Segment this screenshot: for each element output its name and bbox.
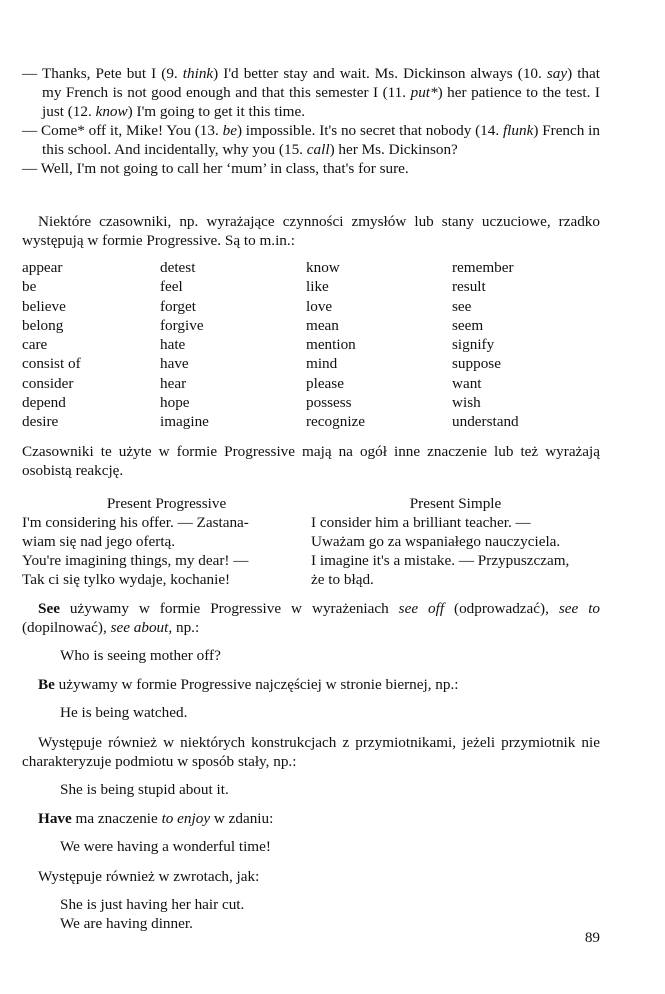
verb-item: feel [160, 278, 183, 296]
example-sentence [60, 703, 600, 723]
column-heading-progressive: Present Progressive [106, 494, 227, 512]
example-line: He is being watched. [60, 704, 188, 722]
para-text: w zdaniu: [210, 810, 274, 828]
verb-item: hear [160, 374, 187, 392]
phrases-paragraph: Występuje również w zwrotach, jak: [38, 867, 260, 885]
verb-prompt: be [222, 122, 237, 139]
example-sentence [60, 780, 600, 800]
para-text: , np.: [168, 618, 200, 636]
verb-column [306, 258, 452, 432]
verb-item: remember [452, 259, 514, 276]
column-heading-simple: Present Simple [409, 494, 502, 512]
para-text: używamy w formie Progressive najczęściej w stronie biernej, np.: [54, 676, 459, 694]
phrase: see about [110, 618, 169, 636]
verb-table [22, 258, 600, 432]
dialog-text: — Well, I'm not going to call her ‘mum’ in class, that's for sure. [22, 160, 409, 177]
have-paragraph [22, 809, 600, 828]
verb-item: recognize [306, 413, 366, 431]
dialog-text: — Thanks, Pete but I (9. [22, 65, 183, 82]
example-line: She is being stupid about it. [60, 780, 229, 798]
verb-item: like [306, 278, 329, 296]
verb-item: hate [160, 336, 186, 354]
example-progressive: wiam się nad jego ofertą. [22, 532, 176, 550]
keyword: Be [38, 676, 55, 694]
para-text: (dopilnować), [22, 618, 111, 636]
example-sentence [60, 837, 600, 857]
verb-item: depend [22, 394, 66, 412]
keyword: Have [38, 810, 72, 828]
verb-item: wish [452, 394, 481, 412]
verb-item: suppose [452, 355, 501, 373]
example-simple: Uważam go za wspaniałego nauczyciela. [311, 532, 561, 550]
keyword: See [38, 599, 60, 617]
dialog-line [22, 159, 600, 178]
example-line: She is just having her hair cut. [60, 895, 245, 913]
verb-item: know [306, 259, 340, 276]
phrase: to enjoy [161, 810, 211, 828]
verb-item: care [22, 336, 48, 354]
verb-item: please [306, 374, 344, 392]
verb-column [452, 258, 600, 432]
verb-item: have [160, 355, 189, 373]
verb-prompt: flunk [502, 122, 534, 139]
verb-item: imagine [160, 413, 209, 431]
verb-item: believe [22, 297, 66, 315]
verb-item: see [452, 297, 472, 315]
example-simple: I consider him a brilliant teacher. — [311, 513, 531, 531]
verb-item: mind [306, 355, 338, 373]
dialog-text: ) I'm going to get it this time. [127, 103, 306, 120]
example-sentence [60, 646, 600, 666]
verb-column [160, 258, 306, 432]
intro-paragraph: Niektóre czasowniki, np. wyrażające czynności zmysłów lub stany uczuciowe, rzadko występują w formie Progressive. Są to m.in.: [22, 213, 600, 249]
verb-prompt: call [306, 141, 330, 158]
verb-item: forgive [160, 316, 204, 334]
dialog-text: ) her patience to the test. I just (12. [42, 84, 600, 120]
example-simple: że to błąd. [311, 570, 374, 588]
example-progressive: Tak ci się tylko wydaje, kochanie! [22, 570, 231, 588]
verb-item: belong [22, 316, 64, 334]
verb-item: love [306, 297, 333, 315]
verb-item: forget [160, 297, 196, 315]
verb-prompt: know [95, 103, 128, 120]
dialog-text: ) her Ms. Dickinson? [329, 141, 458, 158]
be-paragraph [22, 675, 600, 694]
comparison-table [22, 494, 600, 589]
verb-item: be [22, 278, 37, 296]
note-paragraph: Czasowniki te użyte w formie Progressive mają na ogół inne znaczenie lub też wyrażają osobistą reakcję. [22, 442, 600, 479]
verb-item: seem [452, 316, 484, 334]
dialog-exercise [22, 64, 600, 178]
verb-item: want [452, 374, 482, 392]
verb-item: understand [452, 413, 519, 431]
verb-item: consist of [22, 355, 81, 373]
para-text: (odprowadzać), [444, 599, 559, 617]
example-line: We are having dinner. [60, 915, 193, 933]
example-simple: I imagine it's a mistake. — Przypuszczam, [311, 551, 570, 569]
verb-item: result [452, 278, 486, 296]
verb-column [22, 258, 160, 432]
example-progressive: I'm considering his offer. — Zastana- [22, 513, 249, 531]
verb-item: possess [306, 394, 352, 412]
example-sentences [60, 895, 600, 934]
verb-prompt: say [546, 65, 568, 82]
dialog-line [22, 64, 600, 121]
dialog-text: ) that my French is not good enough and that this semester I (11. [42, 65, 600, 101]
verb-item: signify [452, 336, 495, 354]
phrase: see off [398, 599, 445, 617]
verb-item: desire [22, 413, 59, 431]
verb-prompt: put* [410, 84, 438, 101]
para-text: używamy w formie Progressive w wyrażeniach [59, 599, 399, 617]
verb-item: mean [306, 316, 339, 334]
dialog-text: ) I'd better stay and wait. Ms. Dickinson always (10. [213, 65, 547, 82]
dialog-text: ) French in this school. And incidentally, why you (15. [42, 122, 600, 158]
page-number: 89 [584, 929, 600, 946]
verb-item: consider [22, 374, 74, 392]
see-paragraph [22, 599, 600, 637]
verb-item: mention [306, 336, 356, 354]
verb-item: hope [160, 394, 190, 412]
adjective-paragraph: Występuje również w niektórych konstrukcjach z przymiotnikami, jeżeli przymiotnik nie charakteryzuje podmiotu w sposób stały, np.: [22, 733, 600, 770]
para-text: ma znaczenie [71, 810, 162, 828]
verb-prompt: think [182, 65, 214, 82]
dialog-text: — Come* off it, Mike! You (13. [22, 122, 223, 139]
example-progressive: You're imagining things, my dear! — [22, 551, 249, 569]
dialog-text: ) impossible. It's no secret that nobody (14. [236, 122, 503, 139]
example-line: Who is seeing mother off? [60, 646, 221, 664]
dialog-line [22, 121, 600, 159]
verb-item: detest [160, 259, 196, 276]
example-line: We were having a wonderful time! [60, 838, 271, 856]
verb-item: appear [22, 259, 63, 276]
page-content [22, 64, 600, 934]
phrase: see to [558, 599, 601, 617]
